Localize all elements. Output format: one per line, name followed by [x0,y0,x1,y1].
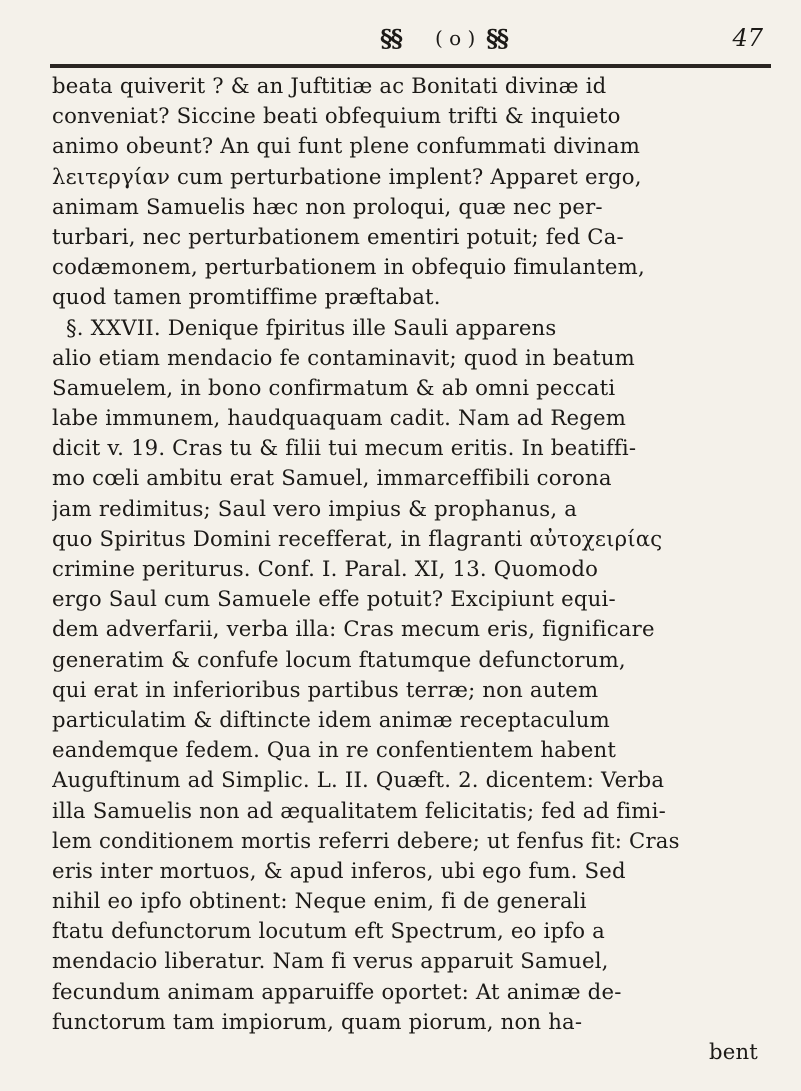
text-line: conveniat? Siccine beati obfequium trifti & inquieto [52,103,621,129]
text-line: animam Samuelis hæc non proloqui, quæ nec per- [52,193,603,219]
text-line: dem adverfarii, verba illa: Cras mecum eris, fignificare [52,616,655,642]
text-line: labe immunem, haudquaquam cadit. Nam ad Regem [52,405,627,431]
signature-mark: ( o ) [435,26,476,50]
text-line: eris inter mortuos, & apud inferos, ubi ego fum. Sed [52,857,626,883]
text-line: functorum tam impiorum, quam piorum, non ha- [52,1008,583,1034]
running-header [40,14,771,64]
paragraph-start-line: §. XXVII. Denique fpiritus ille Sauli apparens [66,314,557,340]
text-line: Samuelem, in bono confirmatum & ab omni peccati [52,374,616,400]
text-line: lem conditionem mortis referri debere; ut fenfus fit: Cras [52,827,680,853]
text-line: nihil eo ipfo obtinent: Neque enim, fi de generali [52,888,587,914]
text-line: quo Spiritus Domini recefferat, in flagranti αὐτοχειρίας [52,525,663,551]
header-rule [50,64,771,68]
text-line: mo cœli ambitu erat Samuel, immarceffibili corona [52,465,612,491]
body-text [52,71,780,1067]
text-line: crimine periturus. Conf. I. Paral. XI, 13. Quomodo [52,556,599,581]
ornament-right: §§ [486,24,508,53]
text-line: alio etiam mendacio fe contaminavit; quod in beatum [52,344,635,370]
text-line: ftatu defunctorum locutum eft Spectrum, eo ipfo a [52,918,605,944]
text-line: λειτεργίαν cum perturbatione implent? Apparet ergo, [52,163,642,189]
text-line: quod tamen promtiffime præftabat. [52,284,441,310]
text-line: animo obeunt? An qui funt plene confummati divinam [52,133,641,159]
text-line: turbari, nec perturbationem ementiri potuit; fed Ca- [52,223,624,249]
text-line: codæmonem, perturbationem in obfequio fimulantem, [52,254,645,280]
text-line: generatim & confufe locum ftatumque defunctorum, [52,646,626,672]
text-line: dicit v. 19. Cras tu & filii tui mecum eritis. In beatiffi- [52,435,637,461]
catchword: bent [708,1039,758,1064]
text-line: jam redimitus; Saul vero impius & prophanus, a [52,495,578,521]
page-number: 47 [732,24,763,52]
text-line: particulatim & diftincte idem animæ receptaculum [52,706,610,732]
text-line: fecundum animam apparuiffe oportet: At animæ de- [52,978,622,1004]
text-line: ergo Saul cum Samuele effe potuit? Excipiunt equi- [52,586,616,612]
ornament-left: §§ [380,24,402,53]
text-line: mendacio liberatur. Nam fi verus apparuit Samuel, [52,948,609,974]
text-line: qui erat in inferioribus partibus terræ; non autem [52,676,599,702]
text-line: illa Samuelis non ad æqualitatem felicitatis; fed ad fimi- [52,797,666,823]
text-line: Auguftinum ad Simplic. L. II. Quæft. 2. dicentem: Verba [52,767,665,793]
text-line: eandemque fedem. Qua in re confentientem habent [52,737,617,763]
text-line: beata quiverit ? & an Juftitiæ ac Bonitati divinæ id [52,73,607,98]
